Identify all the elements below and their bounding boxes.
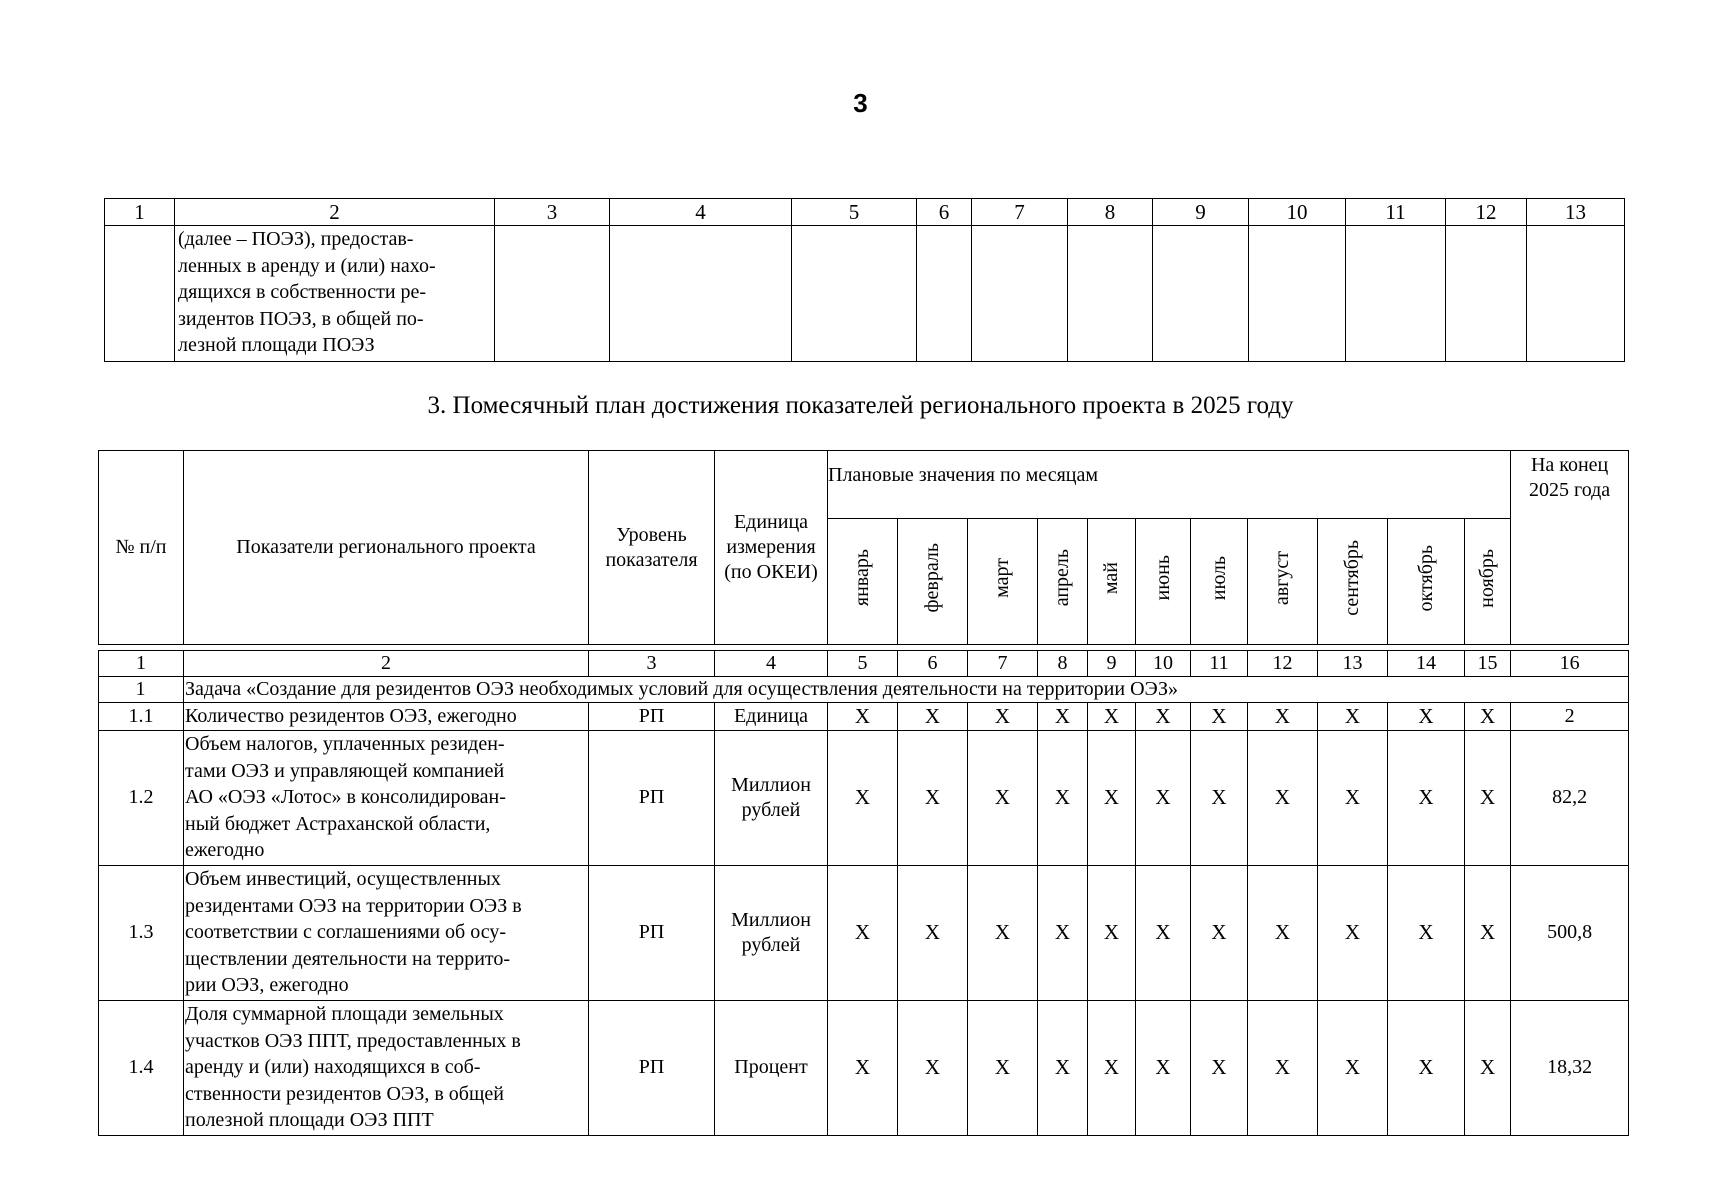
row-unit: Миллион рублей [715, 730, 828, 865]
column-number: 2 [175, 199, 495, 226]
row-unit: Процент [715, 1000, 828, 1135]
end-of-year-value: 82,2 [1511, 730, 1629, 865]
table-row [99, 865, 1629, 1000]
column-number: 11 [1191, 651, 1248, 677]
task-text: Задача «Создание для резидентов ОЭЗ необходимых условий для осуществления деятельности на территории ОЭЗ» [184, 677, 1629, 703]
month-label: январь [851, 549, 873, 607]
empty-cell [1249, 226, 1346, 362]
month-label: июнь [1151, 555, 1174, 601]
column-number: 7 [972, 199, 1068, 226]
month-value: Х [968, 1000, 1038, 1135]
column-number: 4 [715, 651, 828, 677]
header-end-of-year: На конец 2025 года [1511, 451, 1629, 645]
month-value: Х [1191, 1000, 1248, 1135]
empty-cell [917, 226, 972, 362]
month-value: Х [1038, 1000, 1088, 1135]
header-level: Уровень показателя [589, 451, 715, 645]
task-num: 1 [99, 677, 184, 703]
column-number: 6 [898, 651, 968, 677]
column-number: 9 [1153, 199, 1249, 226]
end-of-year-value: 500,8 [1511, 865, 1629, 1000]
month-value: Х [1318, 730, 1388, 865]
column-number: 12 [1446, 199, 1527, 226]
month-header [1136, 519, 1191, 645]
month-value: Х [828, 730, 898, 865]
month-value: Х [1088, 865, 1136, 1000]
month-label: ноябрь [1476, 548, 1499, 608]
month-label: октябрь [1414, 544, 1437, 612]
empty-cell [610, 226, 792, 362]
column-number: 3 [495, 199, 610, 226]
empty-cell [495, 226, 610, 362]
month-header [1318, 519, 1388, 645]
month-value: Х [1191, 730, 1248, 865]
month-value: Х [898, 865, 968, 1000]
column-number: 5 [828, 651, 898, 677]
month-value: Х [1136, 1000, 1191, 1135]
table-row [99, 1000, 1629, 1135]
column-number: 2 [184, 651, 589, 677]
month-value: Х [1248, 730, 1318, 865]
column-number: 12 [1248, 651, 1318, 677]
month-label: май [1100, 561, 1122, 595]
month-value: Х [1136, 703, 1191, 731]
end-of-year-value: 2 [1511, 703, 1629, 731]
month-label: август [1271, 550, 1293, 606]
month-label: февраль [921, 543, 943, 613]
month-header [968, 519, 1038, 645]
month-value: Х [1088, 703, 1136, 731]
month-value: Х [968, 730, 1038, 865]
month-value: Х [1388, 1000, 1465, 1135]
month-value: Х [1248, 1000, 1318, 1135]
month-value: Х [1088, 730, 1136, 865]
month-value: Х [1248, 865, 1318, 1000]
month-value: Х [968, 703, 1038, 731]
column-number: 1 [105, 199, 175, 226]
empty-cell [105, 226, 175, 362]
header-row [99, 451, 1629, 519]
row-num: 1.3 [99, 865, 184, 1000]
month-value: Х [898, 703, 968, 731]
empty-cell [1446, 226, 1527, 362]
month-value: Х [1191, 865, 1248, 1000]
column-number: 8 [1038, 651, 1088, 677]
column-number: 16 [1511, 651, 1629, 677]
month-value: Х [898, 1000, 968, 1135]
end-of-year-value: 18,32 [1511, 1000, 1629, 1135]
column-number: 1 [99, 651, 184, 677]
row-num: 1.1 [99, 703, 184, 731]
continuation-table [104, 198, 1625, 362]
empty-cell [972, 226, 1068, 362]
column-number-row [105, 199, 1625, 226]
month-value: Х [1038, 730, 1088, 865]
row-level: РП [589, 703, 715, 731]
row-num: 1.2 [99, 730, 184, 865]
month-value: Х [1318, 703, 1388, 731]
row-num: 1.4 [99, 1000, 184, 1135]
column-number: 9 [1088, 651, 1136, 677]
column-number: 8 [1068, 199, 1153, 226]
month-label: апрель [1051, 549, 1073, 607]
header-num: № п/п [99, 451, 184, 645]
page-number: 3 [853, 88, 868, 118]
column-number: 3 [589, 651, 715, 677]
month-value: Х [1318, 1000, 1388, 1135]
month-header [828, 519, 898, 645]
column-number: 11 [1346, 199, 1446, 226]
month-header [1465, 519, 1511, 645]
month-header [1248, 519, 1318, 645]
month-value: Х [1465, 730, 1511, 865]
row-indicator: Объем налогов, уплаченных резиден- тами ОЭЗ и управляющей компанией АО «ОЭЗ «Лотос» в консолидирован- ный бюджет Астраханской области, ежегодно [184, 730, 589, 865]
row-level: РП [589, 865, 715, 1000]
month-value: Х [1465, 1000, 1511, 1135]
month-value: Х [828, 1000, 898, 1135]
column-number: 6 [917, 199, 972, 226]
header-months-title: Плановые значения по месяцам [828, 451, 1511, 519]
row-indicator: Количество резидентов ОЭЗ, ежегодно [184, 703, 589, 731]
table-row [99, 730, 1629, 865]
column-number: 10 [1136, 651, 1191, 677]
empty-cell [1346, 226, 1446, 362]
month-label: июль [1207, 555, 1230, 601]
month-header [898, 519, 968, 645]
empty-cell [1527, 226, 1625, 362]
column-number: 10 [1249, 199, 1346, 226]
empty-cell [1068, 226, 1153, 362]
month-label: сентябрь [1341, 540, 1363, 616]
month-label: март [991, 558, 1013, 598]
row-indicator: Доля суммарной площади земельных участков ОЭЗ ППТ, предоставленных в аренду и (или) находящихся в соб- ственности резидентов ОЭЗ, в общей полезной площади ОЭЗ ППТ [184, 1000, 589, 1135]
month-value: Х [898, 730, 968, 865]
month-value: Х [1038, 865, 1088, 1000]
month-value: Х [1038, 703, 1088, 731]
month-header [1388, 519, 1465, 645]
header-indicator: Показатели регионального проекта [184, 451, 589, 645]
row-unit: Миллион рублей [715, 865, 828, 1000]
column-number: 13 [1318, 651, 1388, 677]
table-row [105, 226, 1625, 362]
empty-cell [792, 226, 917, 362]
month-value: Х [1388, 703, 1465, 731]
monthly-plan-table [98, 450, 1629, 1136]
empty-cell [1153, 226, 1249, 362]
row-level: РП [589, 730, 715, 865]
month-value: Х [828, 703, 898, 731]
month-header [1088, 519, 1136, 645]
month-value: Х [1318, 865, 1388, 1000]
column-number: 4 [610, 199, 792, 226]
month-value: Х [1088, 1000, 1136, 1135]
month-header [1191, 519, 1248, 645]
column-number: 5 [792, 199, 917, 226]
month-value: Х [1136, 730, 1191, 865]
column-number: 13 [1527, 199, 1625, 226]
row-unit: Единица [715, 703, 828, 731]
row-level: РП [589, 1000, 715, 1135]
row-indicator: Объем инвестиций, осуществленных резидентами ОЭЗ на территории ОЭЗ в соответствии с соглашениями об осу- ществлении деятельности на террито- рии ОЭЗ, ежегодно [184, 865, 589, 1000]
column-number-row [99, 651, 1629, 677]
month-value: Х [1388, 865, 1465, 1000]
task-row [99, 677, 1629, 703]
header-unit: Единица измерения (по ОКЕИ) [715, 451, 828, 645]
month-header [1038, 519, 1088, 645]
month-value: Х [1191, 703, 1248, 731]
column-number: 15 [1465, 651, 1511, 677]
indicator-continuation-text: (далее – ПОЭЗ), предостав- ленных в аренду и (или) нахо- дящихся в собственности ре- зидентов ПОЭЗ, в общей по- лезной площади ПОЭЗ [175, 226, 495, 362]
month-value: Х [1136, 865, 1191, 1000]
month-value: Х [1388, 730, 1465, 865]
column-number: 14 [1388, 651, 1465, 677]
section-title: 3. Помесячный план достижения показателей регионального проекта в 2025 году [427, 392, 1294, 419]
month-value: Х [1248, 703, 1318, 731]
table-row [99, 703, 1629, 731]
month-value: Х [1465, 703, 1511, 731]
month-value: Х [1465, 865, 1511, 1000]
month-value: Х [828, 865, 898, 1000]
month-value: Х [968, 865, 1038, 1000]
column-number: 7 [968, 651, 1038, 677]
